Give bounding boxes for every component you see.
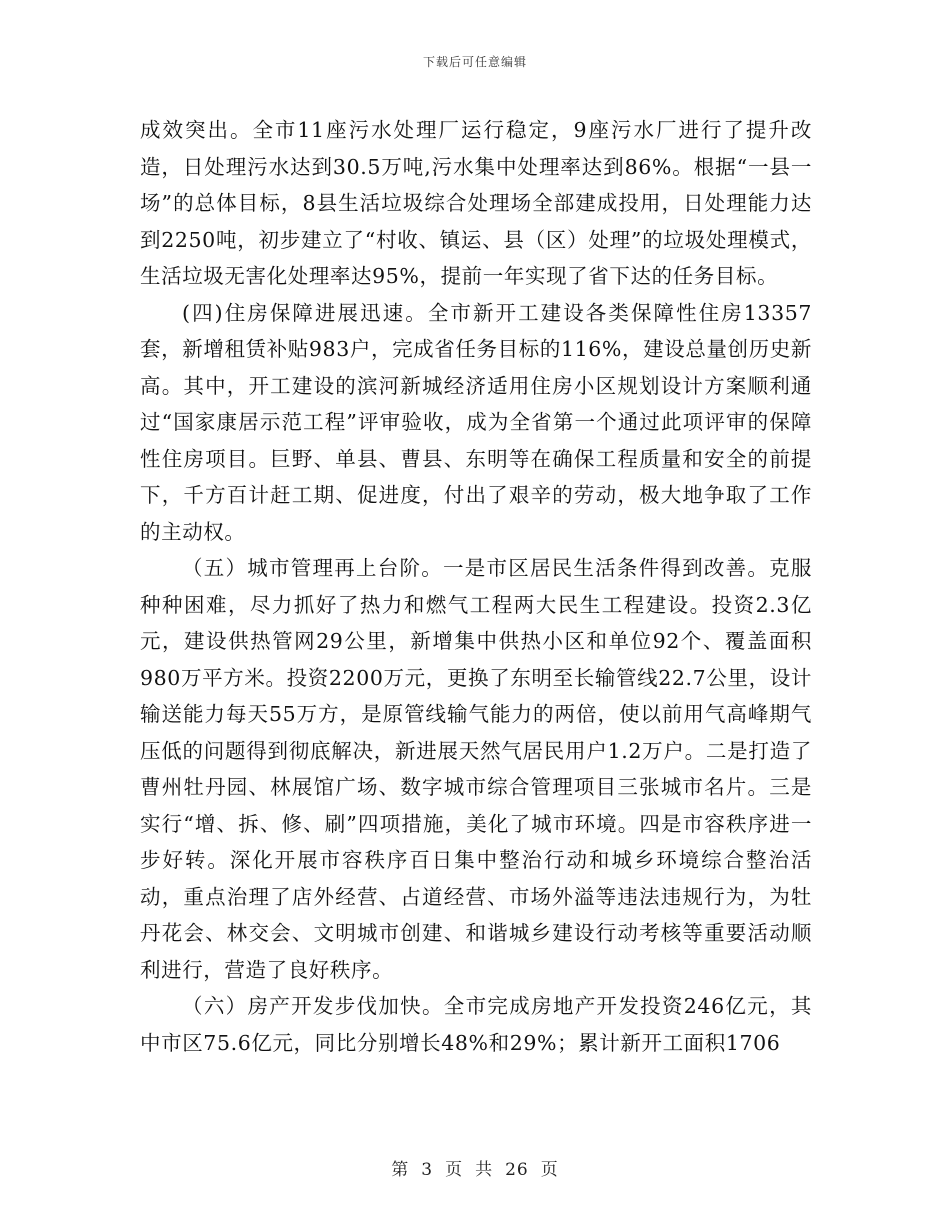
paragraph-housing: (四)住房保障进展迅速。全市新开工建设各类保障性住房13357套，新增租赁补贴983户，完成省任务目标的116%，建设总量创历史新高。其中，开工建设的滨河新城经济适用住房小区规划设计方案顺利通过“国家康居示范工程”评审验收，成为全省第一个通过此项评审的保障性住房项目。巨野、单县、曹县、东明等在确保工程质量和安全的前提下，千方百计赶工期、促进度，付出了艰辛的劳动，极大地争取了工作的主动权。 bbox=[140, 300, 812, 544]
page-footer bbox=[0, 1155, 950, 1180]
paragraph-city-management: （五）城市管理再上台阶。一是市区居民生活条件得到改善。克服种种困难，尽力抓好了热力和燃气工程两大民生工程建设。投资2.3亿元，建设供热管网29公里，新增集中供热小区和单位92个、覆盖面积980万平方米。投资2200万元，更换了东明至长输管线22.7公里，设计输送能力每天55万方，是原管线输气能力的两倍，使以前用气高峰期气压低的问题得到彻底解决，新进展天然气居民用户1.2万户。二是打造了曹州牡丹园、林展馆广场、数字城市综合管理项目三张城市名片。三是实行“增、拆、修、刷”四项措施，美化了城市环境。四是市容秩序进一步好转。深化开展市容秩序百日集中整治行动和城乡环境综合整治活动，重点治理了店外经营、占道经营、市场外溢等违法违规行为，为牡丹花会、林交会、文明城市创建、和谐城乡建设行动考核等重要活动顺利进行，营造了良好秩序。 bbox=[140, 556, 812, 982]
paragraph-real-estate: （六）房产开发步伐加快。全市完成房地产开发投资246亿元，其中市区75.6亿元，同比分别增长48%和29%；累计新开工面积1706 bbox=[140, 994, 812, 1055]
footer-current-page: 3 bbox=[421, 1160, 434, 1180]
footer-label-gong: 共 bbox=[475, 1160, 494, 1180]
footer-label-ye-2: 页 bbox=[540, 1160, 559, 1180]
footer-total-pages: 26 bbox=[505, 1160, 529, 1180]
paragraph-1: 成效突出。全市11座污水处理厂运行稳定，9座污水厂进行了提升改造，日处理污水达到30.5万吨,污水集中处理率达到86%。根据“一县一场”的总体目标，8县生活垃圾综合处理场全部建成投用，日处理能力达到2250吨，初步建立了“村收、镇运、县（区）处理”的垃圾处理模式，生活垃圾无害化处理率达95%，提前一年实现了省下达的任务目标。 bbox=[140, 118, 812, 288]
document-body bbox=[140, 112, 812, 1061]
page-header: 下载后可任意编辑 bbox=[422, 55, 527, 69]
footer-label-di: 第 bbox=[391, 1160, 410, 1180]
footer-label-ye: 页 bbox=[445, 1160, 464, 1180]
